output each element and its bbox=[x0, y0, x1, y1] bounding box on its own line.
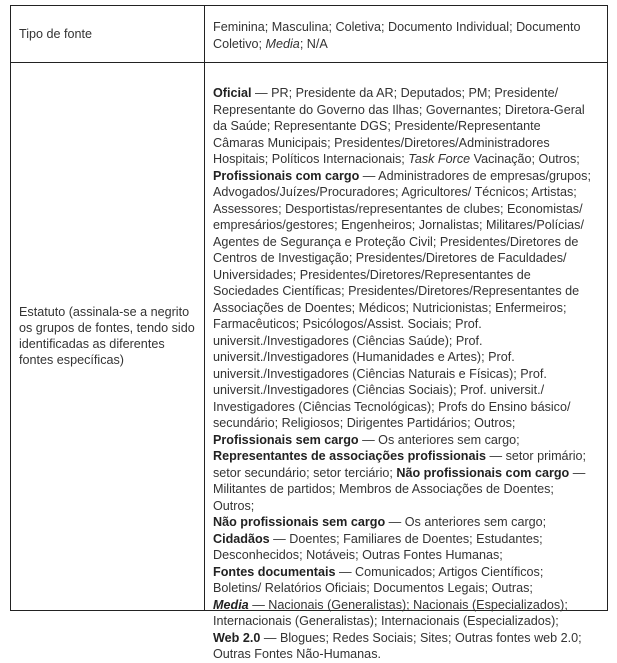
row-label: Tipo de fonte bbox=[19, 27, 93, 41]
text-segment: — Os anteriores sem cargo; bbox=[385, 515, 547, 529]
text-segment: — Os anteriores sem cargo; bbox=[358, 432, 520, 447]
text-segment: — Nacionais (Generalistas); Nacionais (Especializados); Internacionais (Generalistas); Internacionais (Especializados); bbox=[213, 597, 568, 628]
group-heading: Task Force bbox=[408, 152, 471, 166]
row-label-cell bbox=[11, 62, 205, 610]
text-segment: — Militantes de partidos; Membros de Associações de Doentes; Outros; bbox=[213, 465, 586, 513]
text-segment: — Administradores de empresas/grupos; Advogados/Juízes/Procuradores; Agricultores/ Técnicos; Artistas; Assessores; Desportistas/representantes de clubes; Economistas/ empresários/gestores; Engenheiros; Jornalistas; Militares/Polícias/ Agentes de Segurança e Proteção Civil; Presidentes/Diretores de Centros de Investigação; Presidentes/Diretores de Faculdades/ Universidades; Presidentes/Diretores/Representantes de Sociedades Científicas; Presidentes/Diretores/Representantes de Associações de Doentes; Médicos; Nutricionistas; Enfermeiros; Farmacêuticos; Psicólogos/Assist. Sociais; Prof. universit./Investigadores (Ciências Saúde); Prof. universit./Investigadores (Humanidades e Artes); Prof. universit./Investigadores (Ciências Naturais e Físicas); Prof. universit./Investigadores (Ciências Sociais); Prof. universit./ Investigadores (Ciências Tecnológicas); Profs do Ensino básico/ secundário; Religiosos; Dirigentes Partidários; Outros; bbox=[213, 168, 591, 430]
group-heading: Web 2.0 bbox=[213, 630, 261, 645]
text-segment: — setor primário; setor secundário; setor terciário; bbox=[213, 449, 587, 480]
group-heading: Representantes de associações profissionais bbox=[213, 449, 486, 463]
group-heading: Oficial bbox=[213, 86, 252, 100]
text-segment: — Doentes; Familiares de Doentes; Estudantes; Desconhecidos; Notáveis; Outras Fontes Humanas; bbox=[213, 531, 543, 562]
group-heading: Fontes documentais bbox=[213, 564, 336, 579]
row-label: Estatuto (assinala-se a negrito os grupos de fontes, tendo sido identificadas as diferentes fontes específicas) bbox=[19, 305, 195, 367]
table-row-estatuto bbox=[11, 62, 607, 661]
text-segment: — Comunicados; Artigos Científicos; Boletins/ Relatórios Oficiais; Documentos Legais; Outras; bbox=[213, 564, 544, 595]
text-segment: Feminina; Masculina; Coletiva; Documento Individual; Documento Coletivo; bbox=[213, 20, 581, 51]
source-classification-table bbox=[10, 5, 608, 661]
text-segment: ; N/A bbox=[299, 37, 328, 51]
table-row-tipo-de-fonte bbox=[11, 6, 607, 63]
group-heading: Media bbox=[213, 597, 249, 612]
row-value-cell bbox=[205, 62, 607, 661]
group-heading: Não profissionais sem cargo bbox=[213, 515, 386, 529]
text-segment: — Blogues; Redes Sociais; Sites; Outras fontes web 2.0; Outras Fontes Não-Humanas. bbox=[213, 630, 582, 661]
group-heading: Media bbox=[265, 37, 300, 51]
row-value bbox=[213, 85, 595, 663]
text-segment: — PR; Presidente da AR; Deputados; PM; Presidente/ Representante do Governo das Ilhas; Governantes; Diretora-Geral da Saúde; Representante DGS; Presidente/Representante Câmaras Municipais; Presidentes/Diretores/Administradores Hospitais; Políticos Internacionais; bbox=[213, 86, 585, 166]
group-heading: Profissionais com cargo bbox=[213, 168, 360, 183]
text-segment: Vacinação; Outros; bbox=[470, 152, 580, 166]
row-value-cell bbox=[205, 6, 607, 62]
group-heading: Não profissionais com cargo bbox=[396, 465, 570, 480]
row-value bbox=[213, 19, 593, 53]
group-heading: Profissionais sem cargo bbox=[213, 432, 359, 447]
group-heading: Cidadãos bbox=[213, 531, 270, 546]
row-label-cell bbox=[11, 6, 205, 62]
